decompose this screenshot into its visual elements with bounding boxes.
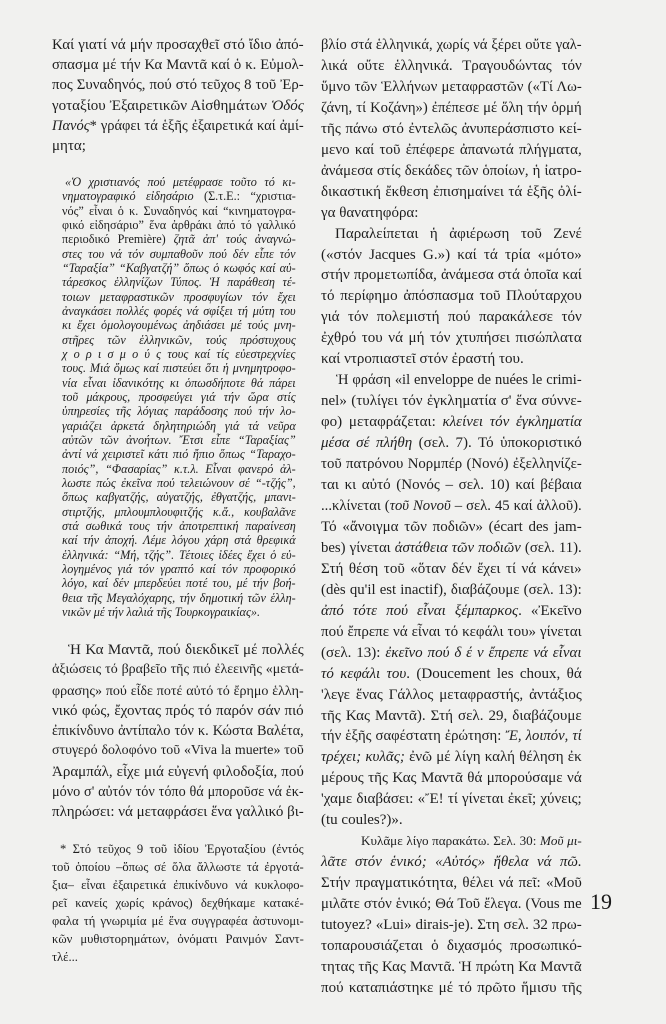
text-line	[321, 161, 582, 182]
text-line	[321, 538, 582, 559]
text-run: μέρους τῆς Κας Μαντᾶ θά μπορούσαμε νά	[321, 770, 582, 787]
text-run: τό περίφημο ἀπόσπασμα τοῦ Πλούταρχου	[321, 288, 582, 305]
text-run: tutoyez? «Lui» dirais-je). Στη σελ. 32 πρω-	[321, 917, 582, 934]
text-run: λογημένος γιά τόν γραπτό καί τόν προφορικό	[62, 561, 296, 576]
text-line	[52, 96, 304, 116]
text-line	[321, 789, 582, 810]
text-run: αὐτῶν τῶν ἀνοήτων. Ἔτσι εἶπε “Ταραξίας”	[62, 432, 296, 447]
emphasized-text: τρέχει; κυλᾶς;	[321, 749, 405, 766]
text-run: τοπαρουσιάζεται ὁ διχασμός προσωπικό-	[321, 937, 582, 954]
text-line	[321, 852, 582, 873]
text-run: ἑλληνικά: “Μή, τζής”. Τέτοιες ἰδέες ἔχει ὁ εὐ-	[62, 547, 296, 562]
text-run: – σελ. 45 καί ἀλλοῦ).	[450, 497, 582, 514]
text-run: μιλᾶτε στόν ἑνικό; Θά Τοῦ ἔλεγα. (Vous me	[321, 896, 582, 913]
text-line	[62, 318, 296, 332]
text-line	[321, 685, 582, 706]
right-paragraph-3	[321, 370, 582, 831]
text-run: Στήν πραγματικότητα, θέλει νά πεῖ: «Μοῦ	[321, 875, 582, 892]
emphasized-text: (Σ.τ.Ε.: “χριστια-	[193, 189, 296, 204]
text-line	[62, 247, 296, 261]
text-line	[52, 116, 304, 136]
text-run: σπασμα μέ τήν Κα Μαντᾶ καί ὁ κ. Εὐμολ-	[52, 57, 304, 74]
text-line	[62, 175, 296, 189]
text-run: θεια τῆς Μεγαλόχαρης, τήν δημοτική τῶν ἑλλη-	[62, 590, 296, 605]
text-run: 'λεγε ἕνας Γάλλος μεταφραστής, ἀντάξιος	[321, 686, 582, 703]
emphasized-text: περιοδικό Première)	[62, 232, 174, 247]
text-line	[321, 349, 582, 370]
text-run: (σελ. 7). Τό ὑποκοριστικό	[412, 435, 582, 452]
text-line	[321, 726, 582, 747]
text-line	[321, 915, 582, 936]
text-run: Καί γιατί νά μήν προσαχθεῖ στό ἴδιο ἀπό-	[52, 37, 304, 53]
left-paragraph-1	[52, 35, 304, 156]
text-line	[321, 496, 582, 517]
text-run: ἀνάμεσα στίς δεκάδες τῶν ὁποίων, ἡ ἰατρο-	[321, 162, 582, 179]
text-run: καί ντροπιαστεῖ στόν ἐραστή του.	[321, 351, 524, 368]
text-line	[62, 533, 296, 547]
text-run: μόνο σ' αὐτόν τόν τόπο θά μποροῦσε νά ἐκ-	[52, 784, 304, 801]
text-run: “Ταραξία” “Καβγατζή” ὅπως ὁ κωφός καί αὐ-	[62, 260, 296, 275]
emphasized-text: τό κεφάλι του	[321, 665, 407, 682]
text-run: στά σωθικά τους τήν ἀποτρεπτική παραίνεση	[62, 518, 296, 533]
text-run: ἐνῶ μέ λίγη καλή θέληση ἐκ	[404, 749, 582, 766]
text-run: ται κι αὐτό (Νονός – σελ. 10) καί βέβαια	[321, 477, 582, 494]
text-line	[52, 858, 304, 876]
text-run: 'χαμε διαβάσει: «Ἔ! τί γίνεται ἐκεῖ; χύνεις;	[321, 791, 582, 808]
text-run: μενο καί τοῦ ἐπέφερε ἀπανωτά πλήγματα,	[321, 141, 582, 158]
text-line	[62, 361, 296, 375]
text-run: γοταξίου Ἐξαιρετικῶν Αἰσθημάτων	[52, 97, 271, 114]
text-run: φαλα τή γνωριμία μέ ἕνα συγγραφέα ἀστυνομι-	[52, 914, 304, 928]
text-run: . «Ἐκεῖνο	[518, 602, 582, 619]
text-line	[52, 741, 304, 761]
text-run: λόγο, καί δέν μπερδεύει ποτέ του, μέ τήν βοή-	[62, 576, 296, 591]
text-run: ἐχθρό του νά μή τόν χτυπήσει πισώπλατα	[321, 330, 582, 347]
text-run: ἀντί νά χειριστεῖ κάτι πιό ἤπιο ὅπως “Ταραχο-	[62, 447, 296, 462]
text-line	[62, 505, 296, 519]
text-line	[321, 601, 582, 622]
text-line	[52, 721, 304, 741]
text-line	[321, 517, 582, 538]
text-line	[62, 447, 296, 461]
text-run: ὅπως καβγατζής, αὐγατζής, ἐθγατζής, μπανι-	[62, 490, 296, 505]
text-line	[52, 894, 304, 912]
text-run: στες του νά τόν συμπαθοῦν πού δέν εἶπε τόν	[62, 246, 296, 261]
text-run: ζητᾶ ἀπ' τούς ἀναγνώ-	[173, 232, 296, 247]
emphasized-text: ἀστάθεια τῶν ποδιῶν	[394, 539, 521, 556]
text-line	[321, 77, 582, 98]
text-line	[62, 476, 296, 490]
text-line	[321, 747, 582, 768]
text-line	[321, 475, 582, 496]
text-run: στῆρες τῶν ἑλληνικῶν, τούς πρόστυχους	[62, 332, 296, 347]
text-run: ζάνη, τί Κοζάνη») ἐπέπεσε μέ ὅλη τήν ὁρμή	[321, 99, 582, 116]
text-line	[62, 419, 296, 433]
text-run: ἐπικίνδυνο ἀντίπαλο τόν κ. Κώστα Βαλέτα,	[52, 723, 304, 740]
text-line	[62, 333, 296, 347]
text-run: * Στό τεῦχος 9 τοῦ ἰδίου Ἐργοταξίου (ἐντός	[60, 842, 304, 856]
text-line	[62, 376, 296, 390]
text-line	[62, 576, 296, 590]
emphasized-text: Ἔ, λοιπόν, τί	[505, 728, 582, 745]
text-line	[62, 591, 296, 605]
text-run: . (Doucement les choux, θά	[406, 665, 582, 682]
text-run: ρεῖ κανείς χωρίς κράνος) δεχθήκαμε κατακέ-	[52, 896, 304, 910]
text-run: πού καταπιάστηκε μέ τό πρῶτο ἥμισυ τῆς	[321, 979, 582, 996]
text-line	[52, 75, 304, 95]
text-line	[52, 876, 304, 894]
text-line	[52, 802, 304, 822]
text-run: νία εἶναι ἰδανικότης κι ὁπωσδήποτε θά πάρει	[62, 375, 296, 390]
emphasized-text: ἀπό τότε πού εἶναι ξέμπαρκος	[321, 602, 519, 619]
text-line	[321, 810, 582, 831]
text-run: κῶν μυθιστορημάτων, ὀνόματι Ραινμόν Σαντ-	[52, 932, 304, 946]
text-line	[62, 347, 296, 361]
text-run: γα θανατηφόρα:	[321, 204, 419, 221]
text-run: ...κλίνεται (	[321, 497, 390, 514]
text-line	[62, 261, 296, 275]
text-run: λικά οὔτε ἑλληνικά. Τραγουδώντας τόν	[321, 57, 582, 74]
text-run: μητα;	[52, 138, 86, 155]
text-line	[52, 35, 304, 55]
right-paragraph-1	[321, 35, 582, 224]
text-line	[52, 912, 304, 930]
footnote	[52, 840, 304, 966]
text-run: τητας τῆς Κας Μαντᾶ. Ἡ πρώτη Κα Μαντᾶ	[321, 958, 582, 975]
text-run: τοῦ ὁποίου –ὅπως σέ ὅλα ἄλλωστε τά ἐργοτά-	[52, 860, 304, 874]
text-run: τλέ...	[52, 950, 78, 964]
text-line	[321, 978, 582, 999]
text-run: στυγερό δολοφόνο τοῦ «Viva la muerte» τοῦ	[52, 743, 304, 759]
text-run: nel» (τυλίγει τόν ἐγκληματία σ' ἕνα σύννε-	[321, 393, 582, 410]
text-run: ἀναγκάσει πολλές φορές νά σφίξει τή μύτη του	[62, 303, 296, 318]
text-line	[62, 548, 296, 562]
text-run: ξια– εἶναι ἐξαιρετικά ἐπικίνδυνο νά κυκλοφο-	[52, 878, 304, 892]
text-run: Ἡ Κα Μαντᾶ, πού διεκδικεῖ μέ πολλές	[68, 642, 304, 658]
text-line	[62, 390, 296, 404]
text-run: δικαστική ἔκθεση ἐπισημαίνει τά ἑξῆς ὀλί-	[321, 183, 582, 200]
emphasized-text: λᾶτε στόν ἑνικό; «Αὐτός» ἤθελα νά πῶ.	[321, 854, 582, 871]
text-line	[52, 948, 304, 966]
text-run: bes) γίνεται	[321, 539, 395, 556]
text-run: πληρώσει: νά μεταφράσει ἕνα γαλλικό βι-	[52, 804, 304, 821]
text-line	[62, 275, 296, 289]
text-line	[321, 412, 582, 433]
text-run: Ἡ φράση «il enveloppe de nuées le crimi-	[336, 372, 582, 389]
text-line	[321, 370, 582, 391]
text-run: Παραλείπεται ἡ ἀφιέρωση τοῦ Ζενέ	[335, 225, 582, 242]
text-line	[321, 894, 582, 915]
text-run: Ἀραμπάλ, εἶχε μιά εὐγενή φιλοδοξία, πού	[52, 763, 304, 780]
text-line	[321, 224, 582, 245]
text-line	[52, 840, 304, 858]
right-paragraph-2	[321, 224, 582, 371]
text-line	[321, 35, 582, 56]
text-line	[62, 404, 296, 418]
text-run: ὑπηρεσίες τῆς λόγιας παράδοσης πού τήν λο-	[62, 404, 296, 419]
emphasized-text: τοῦ Νονοῦ	[389, 497, 451, 514]
text-run: βλίο στά ἑλληνικά, χωρίς νά ξέρει οὔτε γαλ-	[321, 37, 582, 53]
text-run: πος Συναδηνός, πού στό τεῦχος 8 τοῦ Ἐρ-	[52, 77, 304, 94]
text-line	[62, 218, 296, 232]
emphasized-text: Μοῦ μι-	[540, 833, 582, 849]
text-run: (σελ. 11).	[520, 539, 582, 556]
text-line	[62, 562, 296, 576]
text-run: στήν προμετωπίδα, ἀνάμεσα στά ὁποῖα καί	[321, 267, 582, 284]
text-line	[321, 768, 582, 789]
text-line	[52, 762, 304, 782]
text-run: ὕμνο τῶν Ἑλλήνων μεταφραστῶν («Τί Λω-	[321, 78, 582, 95]
text-line	[321, 286, 582, 307]
text-run: (dès qu'il est inactif), διαβάζουμε (σελ. 13):	[321, 581, 582, 598]
text-run: Κυλᾶμε λίγο παρακάτω. Σελ. 30:	[361, 833, 540, 849]
text-line	[321, 831, 582, 852]
text-line	[321, 454, 582, 475]
text-run: ποιός”, “Φασαρίας” κ.τ.λ. Εἶναι φανερό ἀλ-	[62, 461, 296, 476]
quoted-passage	[62, 175, 296, 619]
text-line	[321, 706, 582, 727]
text-run: καί τήν ἀποχή. Λέμε λόγου χάρη στά θρεφικά	[62, 533, 296, 548]
text-run: τοῦ μάκρους, προσφεύγει γιά τήν ὥρα στίς	[62, 389, 296, 404]
text-run: γιά τόν πολεμιστή πού παρακάλεσε τόν	[321, 309, 582, 326]
emphasized-text: φικό εἰδησάριο” ἕνα ἀρθράκι ἀπό τό γαλλικό	[62, 217, 296, 232]
text-run: νηματογραφικό εἰδησάριο	[62, 189, 194, 204]
text-run: τήν ἑξῆς σαφέστατη ἐρώτηση:	[321, 728, 506, 745]
text-line	[62, 433, 296, 447]
text-run: νικῶν μέ τήν λαλιά τῆς Τουρκογραικίας».	[62, 604, 261, 619]
text-run: τους. Μιά ὅμως καί πιστεύει ὅτι ἡ μνημητροφο-	[62, 361, 296, 376]
text-run: χ ο ρ ι σ μ ο ύ ς τους καί τίς εὐεστρεχνίες	[62, 346, 296, 361]
text-line	[321, 307, 582, 328]
text-line	[321, 265, 582, 286]
text-line	[62, 189, 296, 203]
text-line	[62, 519, 296, 533]
text-run: τοιων μεταφραστικῶν προσφυγίων τόν ἔχει	[62, 289, 296, 304]
page-number: 19	[590, 889, 612, 914]
text-line	[52, 660, 304, 680]
text-run: πού ἔπρεπε νά εἶναι τό κεφάλι του» γίνεται	[321, 623, 582, 640]
text-line	[321, 580, 582, 601]
text-run: ἀξιώσεις τό βραβεῖο τῆς πιό ἐλεεινῆς «μετά-	[52, 662, 304, 678]
emphasized-text: Ὁδός	[270, 97, 304, 114]
text-line	[62, 304, 296, 318]
text-line	[62, 290, 296, 304]
text-run: τῆς Κας Μαντᾶ). Στή σελ. 29, διαβάζουμε	[321, 707, 582, 724]
text-run: (tu coules?)».	[321, 812, 403, 829]
text-run: τοῦ πατρόνου Νορμπέρ (Νονό) ἐξελληνίζε-	[321, 456, 582, 473]
text-line	[62, 204, 296, 218]
text-run: Στή θέση τοῦ «ὅταν δέν ἔχει τί νά κάνει»	[321, 560, 582, 577]
text-line	[321, 433, 582, 454]
text-run: τάρεσκος ἑλληνίζων Τύπος. Ἡ παράθεση τέ-	[62, 275, 296, 290]
text-run: λωστε πώς ἐκεῖνα πού τελειώνουν σέ “-τζής”,	[62, 475, 296, 490]
text-line	[52, 640, 304, 660]
text-line	[321, 391, 582, 412]
text-run: νικό φώς, ἔχοντας πρός τό παρόν σάν πιό	[52, 702, 304, 719]
text-run: «Ὁ χριστιανός πού μετέφρασε τοῦτο τό κι-	[65, 175, 296, 189]
emphasized-text: ἐκεῖνο πού δ έ ν ἔπρεπε νά εἶναι	[385, 644, 582, 661]
text-run: τῆς πάνω στό ἐντελῶς ἀνυπεράσπιστο κεί-	[321, 120, 582, 137]
text-line	[321, 936, 582, 957]
text-line	[52, 930, 304, 948]
text-run: Τό «ἄνοιγμα τῶν ποδιῶν» (écart des jam-	[321, 518, 582, 535]
text-run: γαριάζει ἀρκετά δηλητηριώδη γιά τά νεῦρα	[62, 418, 296, 433]
emphasized-text: νός” εἶναι ὁ κ. Συναδηνός καί “κινηματογρα-	[62, 203, 296, 218]
text-line	[321, 182, 582, 203]
text-line	[52, 55, 304, 75]
text-line	[62, 490, 296, 504]
text-line	[321, 873, 582, 894]
text-run: φρασης» πού εἶδε ποτέ αὐτό τό ἔρημο ἑλλη-	[52, 682, 304, 699]
text-run: κι ἔχει ὁμολογουμένως ἀηδιάσει μέ τούς μνη-	[62, 318, 296, 333]
text-line	[321, 119, 582, 140]
text-line	[321, 203, 582, 224]
right-column	[321, 35, 582, 999]
text-run: (σελ. 13):	[321, 644, 386, 661]
text-line	[321, 140, 582, 161]
text-line	[321, 328, 582, 349]
text-line	[52, 782, 304, 802]
text-line	[321, 245, 582, 266]
left-paragraph-2	[52, 640, 304, 823]
text-line	[321, 664, 582, 685]
text-line	[321, 56, 582, 77]
emphasized-text: κλείνει τόν ἐγκληματία	[442, 414, 582, 431]
text-run: στιρτζής, μπλουμπλουφιτζής κ.ἄ., κουβαλᾶνε	[62, 504, 296, 519]
text-run: («στόν Jacques G.») καί τά τρία «μότο»	[321, 246, 582, 263]
text-line	[321, 98, 582, 119]
text-line	[321, 643, 582, 664]
text-line	[62, 605, 296, 619]
text-line	[62, 462, 296, 476]
text-run: * γράφει τά ἑξῆς ἐξαιρετικά καί ἀμί-	[89, 117, 304, 134]
text-line	[321, 622, 582, 643]
text-line	[321, 559, 582, 580]
text-run: φο) μεταφράζεται:	[321, 414, 443, 431]
text-line	[52, 136, 304, 156]
emphasized-text: μέσα σέ πλήθη	[321, 435, 413, 452]
text-line	[52, 701, 304, 721]
emphasized-text: Πανός	[52, 117, 90, 134]
text-line	[52, 681, 304, 701]
text-line	[321, 957, 582, 978]
text-line	[62, 232, 296, 246]
right-paragraph-4	[321, 831, 582, 999]
